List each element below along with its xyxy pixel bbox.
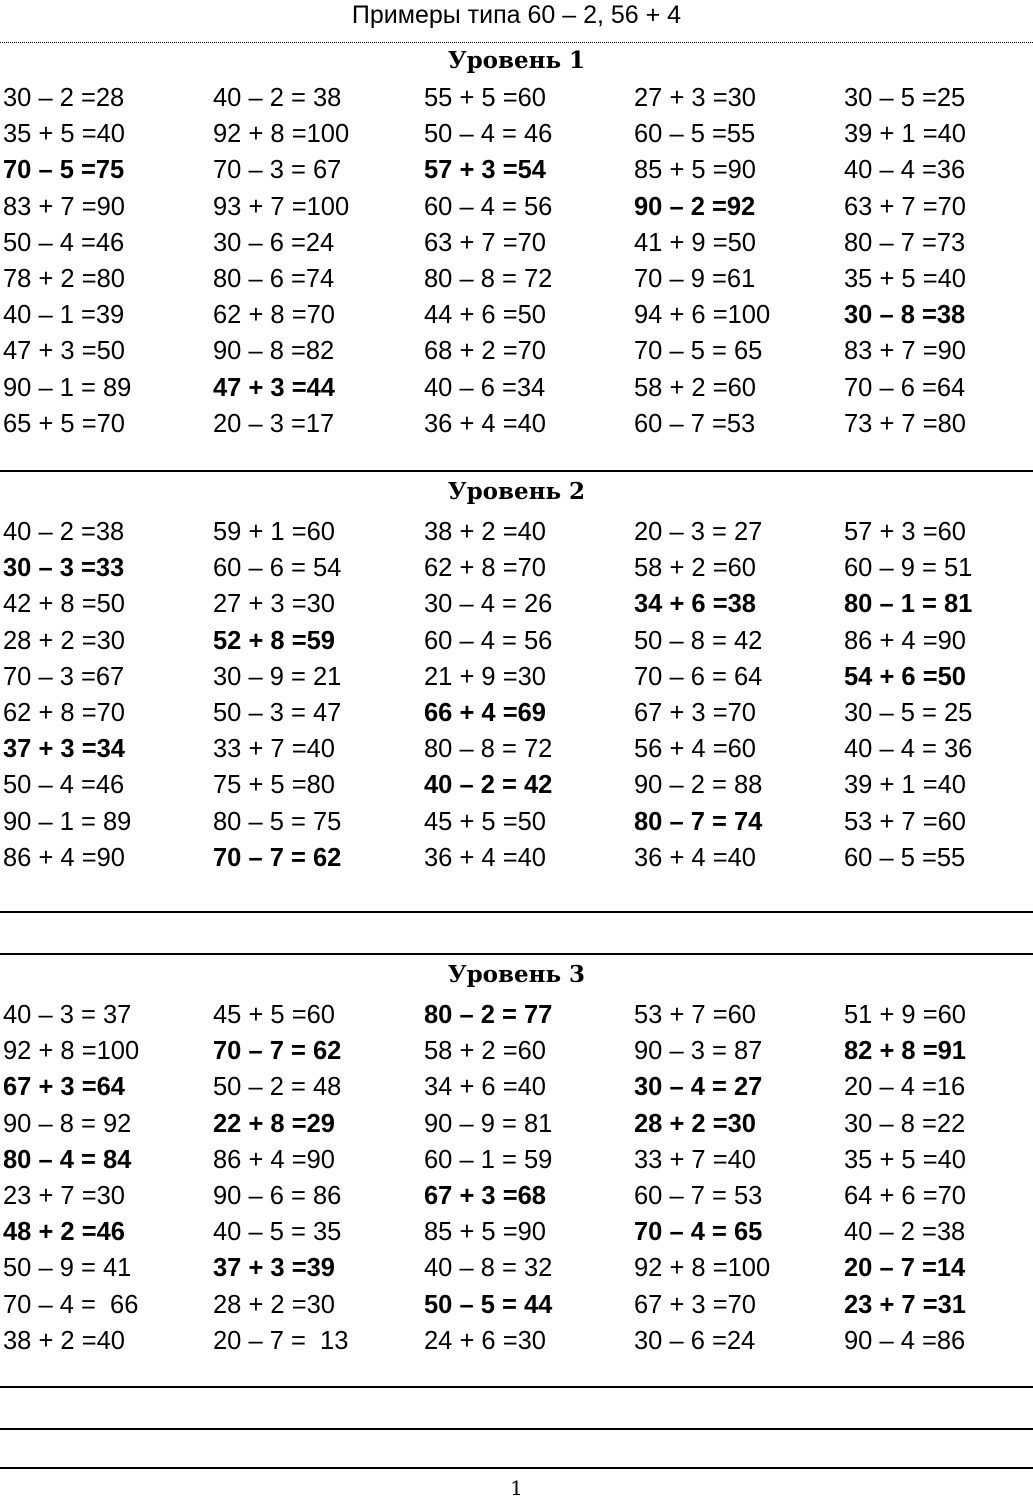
exercise-row [0, 840, 1033, 876]
exercise: 36 + 4 =40 [424, 843, 546, 872]
exercise-row [0, 514, 1033, 550]
exercise: 24 + 6 =30 [424, 1326, 546, 1355]
exercise-row [0, 804, 1033, 840]
exercise: 40 – 6 =34 [424, 373, 546, 402]
exercise: 85 + 5 =90 [424, 1218, 546, 1247]
exercise: 55 + 5 =60 [424, 84, 546, 112]
exercise: 60 – 5 =55 [844, 843, 966, 872]
exercise: 28 + 2 =30 [3, 626, 125, 655]
exercise-row [0, 189, 1033, 225]
answer-line [0, 1386, 1033, 1388]
exercise-row [0, 1106, 1033, 1142]
dotted-divider [0, 42, 1033, 43]
exercise: 70 – 4 = 66 [3, 1290, 139, 1319]
exercise-bold: 30 – 8 =38 [844, 301, 966, 330]
exercise: 44 + 6 =50 [424, 301, 546, 330]
exercise-row [0, 731, 1033, 767]
exercise: 90 – 9 = 81 [424, 1109, 553, 1138]
exercise-row [0, 406, 1033, 442]
exercise-bold: 30 – 3 =33 [3, 554, 125, 583]
exercise: 62 + 8 =70 [3, 698, 125, 727]
exercise: 40 – 8 = 32 [424, 1254, 553, 1283]
exercise-bold: 37 + 3 =34 [3, 735, 125, 764]
exercise-bold: 67 + 3 =64 [3, 1073, 125, 1102]
exercise-row [0, 623, 1033, 659]
exercise: 20 – 3 =17 [213, 409, 335, 438]
exercise: 47 + 3 =50 [3, 337, 125, 366]
exercise-bold: 70 – 4 = 65 [634, 1218, 763, 1247]
exercise: 35 + 5 =40 [844, 1145, 966, 1174]
exercise-bold: 37 + 3 =39 [213, 1254, 335, 1283]
exercise: 50 – 3 = 47 [213, 698, 342, 727]
divider-line [0, 1467, 1033, 1469]
exercise: 36 + 4 =40 [634, 843, 756, 872]
exercise: 73 + 7 =80 [844, 409, 966, 438]
exercise-row [0, 370, 1033, 406]
exercise: 58 + 2 =60 [424, 1037, 546, 1066]
exercise: 40 – 3 = 37 [3, 1001, 132, 1029]
exercise: 36 + 4 =40 [424, 409, 546, 438]
exercise: 78 + 2 =80 [3, 264, 125, 293]
exercise-bold: 90 – 2 =92 [634, 192, 756, 221]
exercise-row [0, 1033, 1033, 1069]
exercise-row [0, 997, 1033, 1033]
exercise: 63 + 7 =70 [424, 228, 546, 257]
exercise-bold: 22 + 8 =29 [213, 1109, 335, 1138]
exercise: 92 + 8 =100 [634, 1254, 771, 1283]
exercise-bold: 40 – 2 = 42 [424, 771, 553, 800]
exercise: 85 + 5 =90 [634, 156, 756, 185]
exercise-row [0, 1250, 1033, 1286]
exercise-row [0, 695, 1033, 731]
exercise: 50 – 8 = 42 [634, 626, 763, 655]
exercise-bold: 82 + 8 =91 [844, 1037, 966, 1066]
exercise: 60 – 6 = 54 [213, 554, 342, 583]
exercise: 51 + 9 =60 [844, 1001, 966, 1029]
exercise-bold: 54 + 6 =50 [844, 662, 966, 691]
exercise: 92 + 8 =100 [213, 120, 350, 149]
exercise: 60 – 7 =53 [634, 409, 756, 438]
exercise: 83 + 7 =90 [844, 337, 966, 366]
exercise-row [0, 297, 1033, 333]
level-1-heading: Уровень 1 [447, 47, 586, 74]
exercise: 57 + 3 =60 [844, 518, 966, 546]
exercise-bold: 34 + 6 =38 [634, 590, 756, 619]
exercise: 30 – 8 =22 [844, 1109, 966, 1138]
exercise: 20 – 4 =16 [844, 1073, 966, 1102]
exercise-row [0, 1142, 1033, 1178]
exercise: 20 – 7 = 13 [213, 1326, 349, 1355]
page-title: Примеры типа 60 – 2, 56 + 4 [351, 1, 682, 29]
exercise-bold: 23 + 7 =31 [844, 1290, 966, 1319]
exercise-row [0, 1287, 1033, 1323]
exercise-bold: 80 – 7 = 74 [634, 807, 763, 836]
exercise: 23 + 7 =30 [3, 1181, 125, 1210]
exercise: 62 + 8 =70 [213, 301, 335, 330]
exercise: 70 – 9 =61 [634, 264, 756, 293]
exercise: 86 + 4 =90 [844, 626, 966, 655]
exercise-bold: 80 – 4 = 84 [3, 1145, 132, 1174]
exercise: 45 + 5 =50 [424, 807, 546, 836]
divider-line [0, 470, 1033, 472]
level-1-grid [0, 80, 1033, 442]
divider-line [0, 953, 1033, 955]
exercise: 86 + 4 =90 [213, 1145, 335, 1174]
page-number: 1 [510, 1476, 523, 1500]
exercise-row [0, 586, 1033, 622]
exercise-bold: 20 – 7 =14 [844, 1254, 966, 1283]
exercise-row [0, 225, 1033, 261]
exercise-row [0, 659, 1033, 695]
exercise: 27 + 3 =30 [634, 84, 756, 112]
exercise: 60 – 7 = 53 [634, 1181, 763, 1210]
exercise: 21 + 9 =30 [424, 662, 546, 691]
exercise: 30 – 6 =24 [213, 228, 335, 257]
exercise: 60 – 5 =55 [634, 120, 756, 149]
exercise: 30 – 9 = 21 [213, 662, 342, 691]
exercise: 70 – 3 =67 [3, 662, 125, 691]
exercise-bold: 30 – 4 = 27 [634, 1073, 763, 1102]
exercise: 83 + 7 =90 [3, 192, 125, 221]
exercise-row [0, 333, 1033, 369]
exercise: 70 – 6 = 64 [634, 662, 763, 691]
exercise: 80 – 8 = 72 [424, 735, 553, 764]
exercise: 90 – 1 = 89 [3, 807, 132, 836]
exercise: 67 + 3 =70 [634, 1290, 756, 1319]
level-3-heading: Уровень 3 [447, 961, 586, 988]
exercise: 90 – 3 = 87 [634, 1037, 763, 1066]
exercise-row [0, 261, 1033, 297]
exercise: 50 – 4 =46 [3, 771, 125, 800]
exercise: 63 + 7 =70 [844, 192, 966, 221]
exercise: 90 – 8 =82 [213, 337, 335, 366]
exercise: 50 – 4 = 46 [424, 120, 553, 149]
exercise: 39 + 1 =40 [844, 771, 966, 800]
exercise: 38 + 2 =40 [424, 518, 546, 546]
exercise-bold: 67 + 3 =68 [424, 1181, 546, 1210]
exercise: 60 – 4 = 56 [424, 192, 553, 221]
exercise: 90 – 2 = 88 [634, 771, 763, 800]
exercise: 60 – 9 = 51 [844, 554, 973, 583]
exercise: 70 – 3 = 67 [213, 156, 342, 185]
answer-line [0, 911, 1033, 913]
exercise: 80 – 8 = 72 [424, 264, 553, 293]
exercise: 45 + 5 =60 [213, 1001, 335, 1029]
exercise: 30 – 5 =25 [844, 84, 966, 112]
exercise: 90 – 6 = 86 [213, 1181, 342, 1210]
exercise: 59 + 1 =60 [213, 518, 335, 546]
exercise: 38 + 2 =40 [3, 1326, 125, 1355]
exercise: 30 – 2 =28 [3, 84, 125, 112]
exercise-row [0, 550, 1033, 586]
exercise-row [0, 1214, 1033, 1250]
exercise: 28 + 2 =30 [213, 1290, 335, 1319]
exercise: 86 + 4 =90 [3, 843, 125, 872]
exercise: 30 – 6 =24 [634, 1326, 756, 1355]
exercise: 65 + 5 =70 [3, 409, 125, 438]
exercise: 94 + 6 =100 [634, 301, 771, 330]
exercise: 53 + 7 =60 [844, 807, 966, 836]
exercise: 39 + 1 =40 [844, 120, 966, 149]
exercise: 92 + 8 =100 [3, 1037, 140, 1066]
exercise: 68 + 2 =70 [424, 337, 546, 366]
exercise: 40 – 4 =36 [844, 156, 966, 185]
exercise: 93 + 7 =100 [213, 192, 350, 221]
exercise: 50 – 2 = 48 [213, 1073, 342, 1102]
exercise: 35 + 5 =40 [844, 264, 966, 293]
exercise: 70 – 6 =64 [844, 373, 966, 402]
exercise: 34 + 6 =40 [424, 1073, 546, 1102]
exercise: 90 – 1 = 89 [3, 373, 132, 402]
exercise-row [0, 116, 1033, 152]
exercise: 64 + 6 =70 [844, 1181, 966, 1210]
exercise: 58 + 2 =60 [634, 554, 756, 583]
exercise: 40 – 2 = 38 [213, 84, 342, 112]
exercise: 30 – 5 = 25 [844, 698, 973, 727]
exercise: 53 + 7 =60 [634, 1001, 756, 1029]
exercise-row [0, 767, 1033, 803]
exercise-row [0, 1069, 1033, 1105]
exercise: 90 – 8 = 92 [3, 1109, 132, 1138]
exercise: 67 + 3 =70 [634, 698, 756, 727]
exercise-row [0, 1178, 1033, 1214]
exercise: 75 + 5 =80 [213, 771, 335, 800]
exercise: 90 – 4 =86 [844, 1326, 966, 1355]
exercise-bold: 70 – 5 =75 [3, 156, 125, 185]
exercise-bold: 70 – 7 = 62 [213, 843, 342, 872]
exercise-bold: 70 – 7 = 62 [213, 1037, 342, 1066]
exercise-bold: 28 + 2 =30 [634, 1109, 756, 1138]
exercise: 62 + 8 =70 [424, 554, 546, 583]
exercise-row [0, 1323, 1033, 1359]
exercise: 27 + 3 =30 [213, 590, 335, 619]
exercise-row [0, 80, 1033, 116]
exercise: 40 – 5 = 35 [213, 1218, 342, 1247]
exercise: 33 + 7 =40 [213, 735, 335, 764]
exercise: 40 – 4 = 36 [844, 735, 973, 764]
answer-line [0, 1428, 1033, 1430]
exercise: 30 – 4 = 26 [424, 590, 553, 619]
exercise: 80 – 6 =74 [213, 264, 335, 293]
exercise-bold: 80 – 2 = 77 [424, 1001, 553, 1029]
exercise: 41 + 9 =50 [634, 228, 756, 257]
exercise: 50 – 4 =46 [3, 228, 125, 257]
exercise: 60 – 4 = 56 [424, 626, 553, 655]
exercise: 40 – 2 =38 [3, 518, 125, 546]
exercise: 50 – 9 = 41 [3, 1254, 132, 1283]
exercise-bold: 48 + 2 =46 [3, 1218, 125, 1247]
exercise: 80 – 5 = 75 [213, 807, 342, 836]
exercise-bold: 66 + 4 =69 [424, 698, 546, 727]
exercise-bold: 80 – 1 = 81 [844, 590, 973, 619]
exercise-bold: 57 + 3 =54 [424, 156, 546, 185]
exercise: 42 + 8 =50 [3, 590, 125, 619]
exercise: 20 – 3 = 27 [634, 518, 763, 546]
exercise: 56 + 4 =60 [634, 735, 756, 764]
exercise: 40 – 1 =39 [3, 301, 125, 330]
exercise-row [0, 152, 1033, 188]
exercise-bold: 50 – 5 = 44 [424, 1290, 553, 1319]
exercise: 80 – 7 =73 [844, 228, 966, 257]
exercise: 70 – 5 = 65 [634, 337, 763, 366]
level-2-grid [0, 514, 1033, 876]
exercise-bold: 52 + 8 =59 [213, 626, 335, 655]
exercise-bold: 47 + 3 =44 [213, 373, 335, 402]
level-2-heading: Уровень 2 [447, 478, 586, 505]
level-3-grid [0, 997, 1033, 1359]
exercise: 35 + 5 =40 [3, 120, 125, 149]
exercise: 40 – 2 =38 [844, 1218, 966, 1247]
exercise: 60 – 1 = 59 [424, 1145, 553, 1174]
exercise: 33 + 7 =40 [634, 1145, 756, 1174]
exercise: 58 + 2 =60 [634, 373, 756, 402]
